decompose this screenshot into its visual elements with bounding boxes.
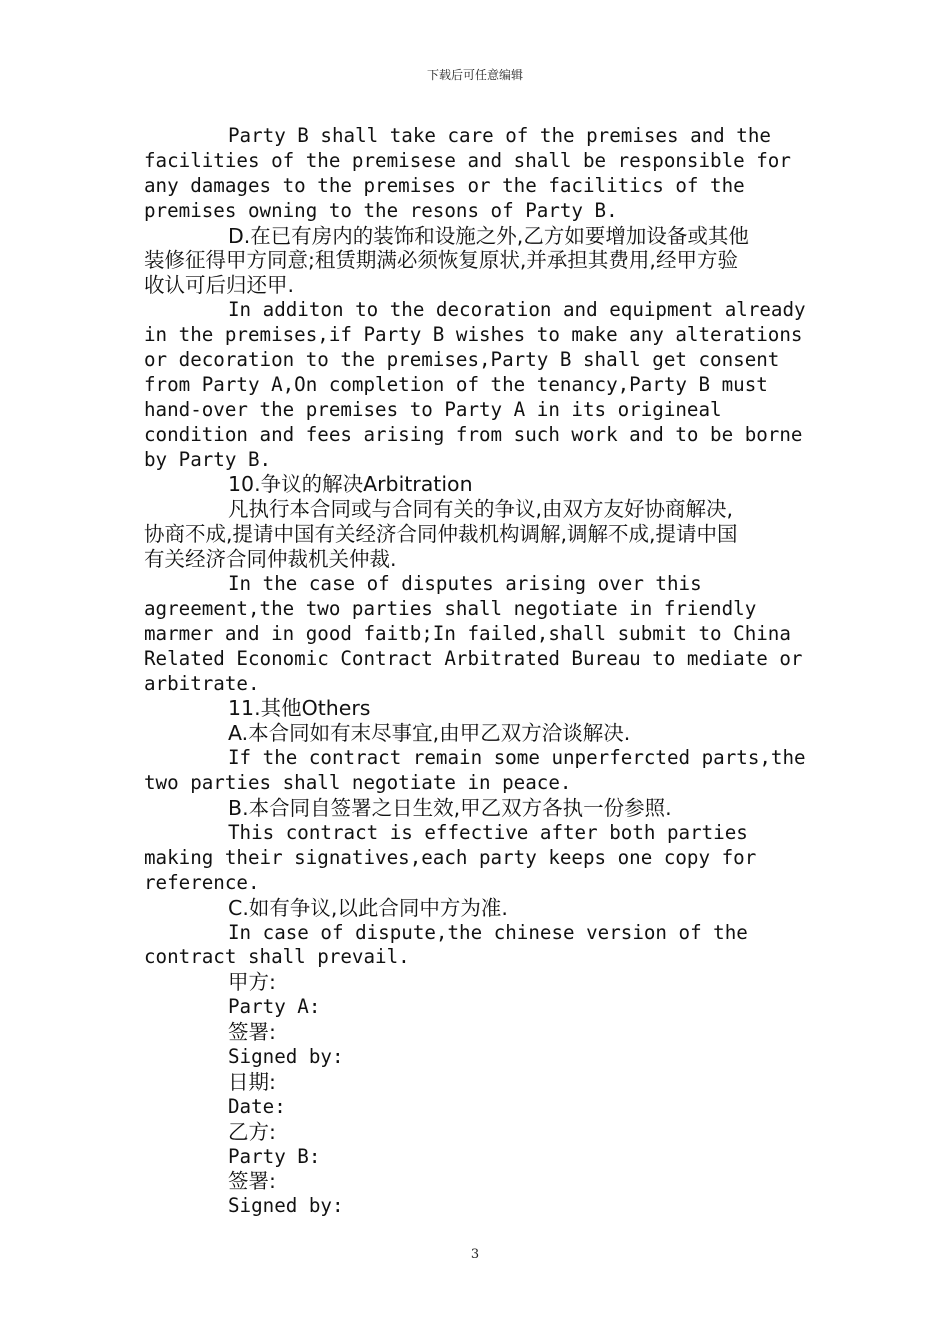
- text-line: B.本合同自签署之日生效,甲乙双方各执一份参照.: [228, 796, 672, 821]
- text-line: 11.其他Others: [228, 696, 371, 721]
- text-line: 有关经济合同仲裁机关仲裁.: [144, 547, 397, 572]
- text-line: Party B:: [228, 1144, 321, 1168]
- text-line: This contract is effective after both parties: [228, 820, 748, 844]
- text-line: agreement,the two parties shall negotiate in friendly: [144, 596, 757, 620]
- text-line: 签署:: [228, 1169, 276, 1194]
- text-line: Date:: [228, 1094, 286, 1118]
- text-line: in the premises,if Party B wishes to make any alterations: [144, 323, 803, 347]
- text-line: from Party A,On completion of the tenancy,Party B must: [144, 372, 768, 396]
- text-line: Signed by:: [228, 1194, 344, 1218]
- text-line: Party B shall take care of the premises and the: [228, 124, 771, 147]
- text-line: marmer and in good faitb;In failed,shall submit to China: [144, 621, 791, 645]
- text-line: If the contract remain some unperfercted parts,the: [228, 746, 806, 770]
- text-line: arbitrate.: [144, 671, 260, 695]
- text-line: contract shall prevail.: [144, 945, 410, 969]
- document-body: [144, 124, 808, 1219]
- text-line: Signed by:: [228, 1044, 344, 1068]
- text-line: In additon to the decoration and equipment already: [228, 298, 806, 322]
- text-line: Related Economic Contract Arbitrated Bureau to mediate or: [144, 646, 803, 670]
- text-line: two parties shall negotiate in peace.: [144, 771, 572, 795]
- text-line: any damages to the premises or the facilitics of the: [144, 173, 745, 197]
- text-line: 协商不成,提请中国有关经济合同仲裁机构调解,调解不成,提请中国: [144, 522, 738, 547]
- page-header: 下载后可任意编辑: [426, 68, 523, 82]
- text-line: 装修征得甲方同意;租赁期满必须恢复原状,并承担其费用,经甲方验: [144, 248, 738, 273]
- text-line: 凡执行本合同或与合同有关的争议,由双方友好协商解决,: [228, 497, 734, 522]
- text-line: making their signatives,each party keeps one copy for: [144, 845, 757, 869]
- text-line: 签署:: [228, 1020, 276, 1045]
- text-line: 甲方:: [228, 970, 276, 995]
- text-line: reference.: [144, 870, 260, 894]
- text-line: or decoration to the premises,Party B shall get consent: [144, 348, 780, 372]
- text-line: premises owning to the resons of Party B.: [144, 198, 618, 222]
- text-line: 乙方:: [228, 1119, 276, 1144]
- text-line: condition and fees arising from such work and to be borne: [144, 422, 803, 446]
- text-line: hand-over the premises to Party A in its origineal: [144, 397, 722, 421]
- page-number: 3: [470, 1247, 480, 1262]
- text-line: 日期:: [228, 1069, 276, 1094]
- text-line: C.如有争议,以此合同中方为准.: [228, 895, 508, 920]
- text-line: A.本合同如有末尽事宜,由甲乙双方洽谈解决.: [228, 721, 631, 746]
- text-line: Party A:: [228, 995, 321, 1019]
- text-line: In case of dispute,the chinese version of the: [228, 920, 748, 944]
- text-line: 10.争议的解决Arbitration: [228, 472, 473, 497]
- text-line: In the case of disputes arising over this: [228, 572, 702, 596]
- text-line: D.在已有房内的装饰和设施之外,乙方如要增加设备或其他: [228, 223, 749, 248]
- text-line: by Party B.: [144, 447, 272, 471]
- text-line: 收认可后归还甲.: [144, 273, 295, 298]
- text-line: facilities of the premisese and shall be responsible for: [144, 148, 791, 172]
